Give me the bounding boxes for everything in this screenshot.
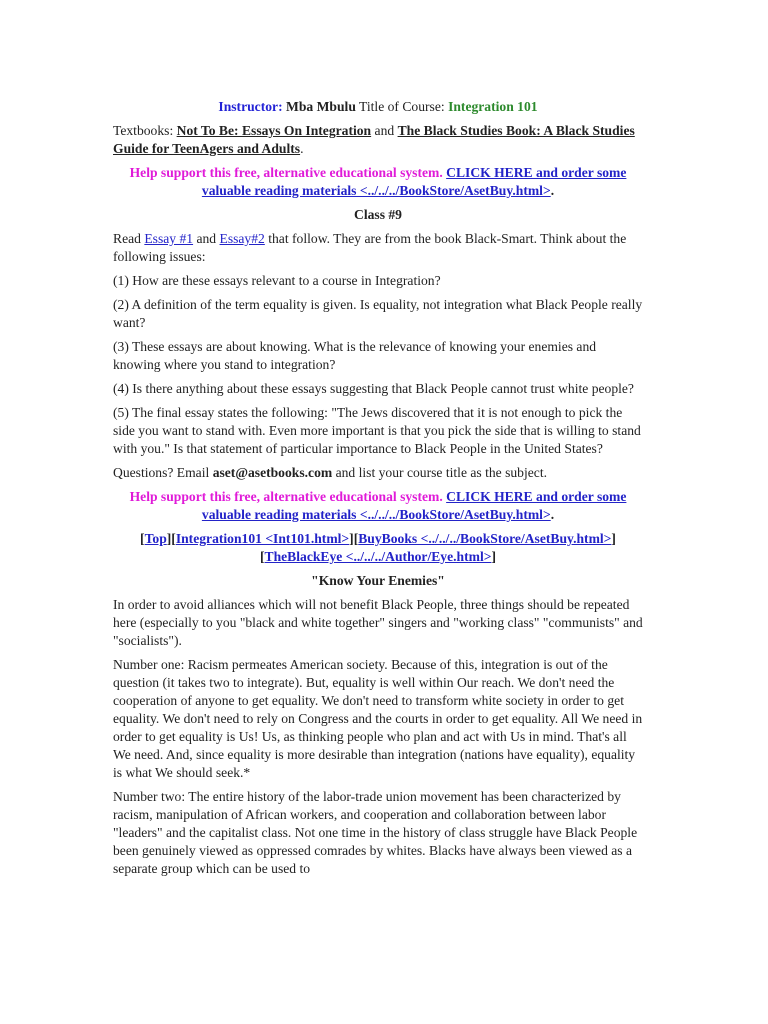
essay-1-link[interactable]: Essay #1 (144, 231, 194, 246)
textbooks-period: . (300, 141, 304, 156)
nav-blackeye-link[interactable]: TheBlackEye <../../../Author/Eye.html> (264, 549, 492, 564)
intro-paragraph (113, 230, 643, 266)
course-label: Title of Course: (359, 99, 445, 114)
nav-buybooks-link[interactable]: BuyBooks <../../../BookStore/AsetBuy.html> (358, 531, 612, 546)
course-header (113, 98, 643, 116)
essay-paragraph-1: In order to avoid alliances which will not benefit Black People, three things should be repeated here (especially to you "black and white together" singers and "working class" "communists" and "socialists"). (113, 597, 643, 648)
intro-read: Read (113, 231, 141, 246)
contact-email: aset@asetbooks.com (212, 465, 333, 480)
intro-and: and (196, 231, 217, 246)
support-period: . (550, 183, 555, 198)
nav-sep: ][ (166, 531, 176, 546)
instructor-name: Mba Mbulu (286, 99, 356, 114)
textbooks-line (113, 122, 643, 158)
textbook-title-1: Not To Be: Essays On Integration (176, 123, 372, 138)
contact-line (113, 464, 643, 482)
document-page (113, 98, 643, 884)
support-text: Help support this free, alternative educational system. (129, 165, 443, 180)
essay-2-link[interactable]: Essay#2 (219, 231, 265, 246)
support-period: . (550, 507, 555, 522)
course-title: Integration 101 (448, 99, 538, 114)
nav-bracket: ] (491, 549, 497, 564)
textbooks-and: and (374, 123, 395, 138)
order-materials-link[interactable]: CLICK HERE and order some valuable reading materials <../../../BookStore/AsetBuy.html> (201, 489, 627, 522)
essay-paragraph-3: Number two: The entire history of the labor-trade union movement has been characterized by racism, manipulation of African workers, and cooperation and collaboration between labor "leaders" and the capitalist class. Not one time in the history of class struggle have Black People been genuinely viewed as oppressed comrades by whites. Blacks have always been viewed as a separate group which can be used to (113, 789, 638, 876)
support-banner-top (113, 164, 643, 200)
class-title: Class #9 (354, 207, 402, 222)
intro-rest: that follow. They are from the book Black-Smart. Think about the following issues: (113, 231, 627, 264)
support-banner-bottom (113, 488, 643, 524)
essay-paragraph-2: Number one: Racism permeates American society. Because of this, integration is out of the question (it takes two to integrate). But, equality is well within Our reach. We don't need the cooperation of anyone to get equality. We don't need to transform white society in order to get equality. We don't need to rely on Congress and the courts in order to get equality. All We need in order to get equality is Us! Us, as thinking people who plan and act with Us in mind. That's all We need. And, since equality is more desirable than integration (nations have equality), equality is what We should seek.* (113, 657, 643, 780)
order-materials-link[interactable]: CLICK HERE and order some valuable reading materials <../../../BookStore/AsetBuy.html> (201, 165, 627, 198)
nav-integration-link[interactable]: Integration101 <Int101.html> (175, 531, 350, 546)
nav-links (113, 530, 643, 566)
nav-top-link[interactable]: Top (144, 531, 167, 546)
question-1: (1) How are these essays relevant to a course in Integration? (113, 273, 441, 288)
contact-suffix: and list your course title as the subject. (335, 465, 548, 480)
nav-sep: ][ (349, 531, 359, 546)
question-2: (2) A definition of the term equality is given. Is equality, not integration what Black People really want? (113, 297, 643, 330)
question-4: (4) Is there anything about these essays suggesting that Black People cannot trust white people? (113, 381, 634, 396)
textbook-title-2: The Black Studies Book: A Black Studies Guide for TeenAgers and Adults (113, 123, 635, 156)
contact-prefix: Questions? Email (113, 465, 210, 480)
question-3: (3) These essays are about knowing. What is the relevance of knowing your enemies and knowing where you stand to integration? (113, 339, 597, 372)
instructor-label: Instructor: (218, 99, 283, 114)
textbooks-label: Textbooks: (113, 123, 174, 138)
nav-bracket: [ (140, 531, 145, 546)
essay-title: "Know Your Enemies" (311, 573, 445, 588)
support-text: Help support this free, alternative educational system. (129, 489, 443, 504)
nav-bracket: [ (259, 549, 265, 564)
nav-bracket: ] (611, 531, 616, 546)
question-5: (5) The final essay states the following: "The Jews discovered that it is not enough to pick the side you want to stand with. Even more important is that you pick the side that is willing to stand with you." Is that statement of particular importance to Black People in the United States? (113, 405, 641, 456)
